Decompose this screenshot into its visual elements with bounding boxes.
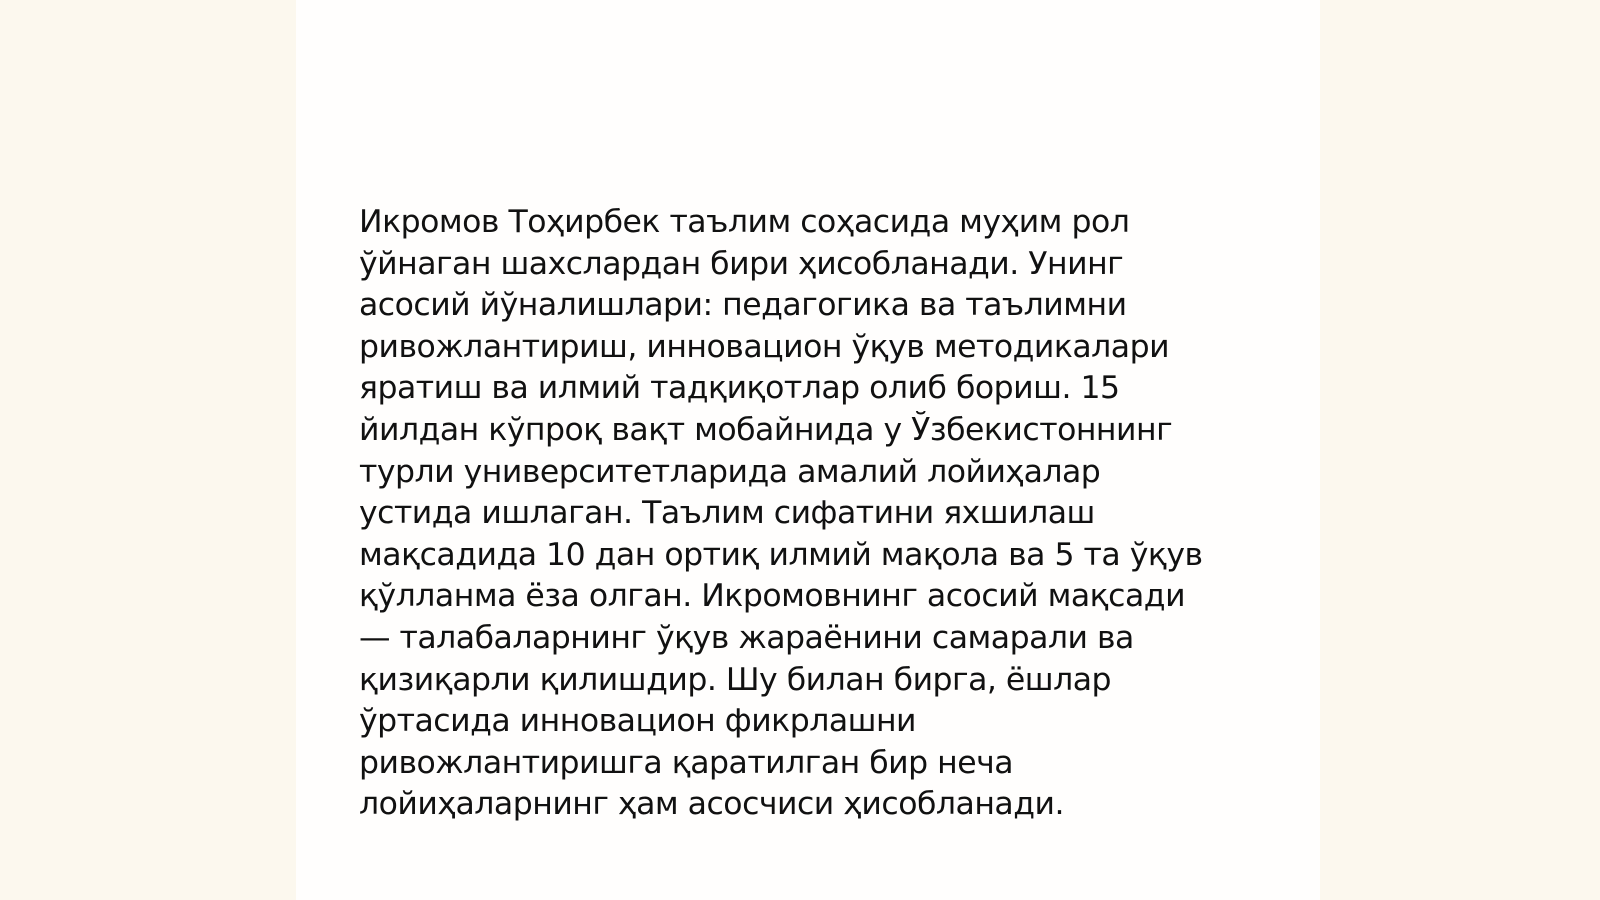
text-line: яратиш ва илмий тадқиқотлар олиб бориш. 15 <box>359 370 1120 407</box>
text-line: қўлланма ёза олган. Икромовнинг асосий мақсади <box>359 578 1186 615</box>
text-line: устида ишлаган. Таълим сифатини яхшилаш <box>359 495 1095 532</box>
text-line: ўртасида инновацион фикрлашни <box>359 703 917 740</box>
text-line: лойиҳаларнинг ҳам асосчиси ҳисобланади. <box>359 786 1064 823</box>
slide-body-text <box>359 202 1239 826</box>
text-line: турли университетларида амалий лойиҳалар <box>359 453 1101 490</box>
text-line: — талабаларнинг ўқув жараёнини самарали ва <box>359 619 1134 656</box>
text-line: йилдан кўпроқ вақт мобайнида у Ўзбекистоннинг <box>359 411 1173 448</box>
text-line: мақсадида 10 дан ортиқ илмий мақола ва 5 та ўқув <box>359 536 1203 573</box>
text-line: Икромов Тоҳирбек таълим соҳасида муҳим рол <box>359 204 1130 240</box>
text-line: ривожлантиришга қаратилган бир неча <box>359 744 1014 781</box>
text-line: ривожлантириш, инновацион ўқув методикалари <box>359 328 1170 365</box>
text-line: ўйнаган шахслардан бири ҳисобланади. Унинг <box>359 245 1124 282</box>
slide <box>296 0 1320 900</box>
text-line: қизиқарли қилишдир. Шу билан бирга, ёшлар <box>359 661 1112 698</box>
text-line: асосий йўналишлари: педагогика ва таълимни <box>359 287 1127 324</box>
